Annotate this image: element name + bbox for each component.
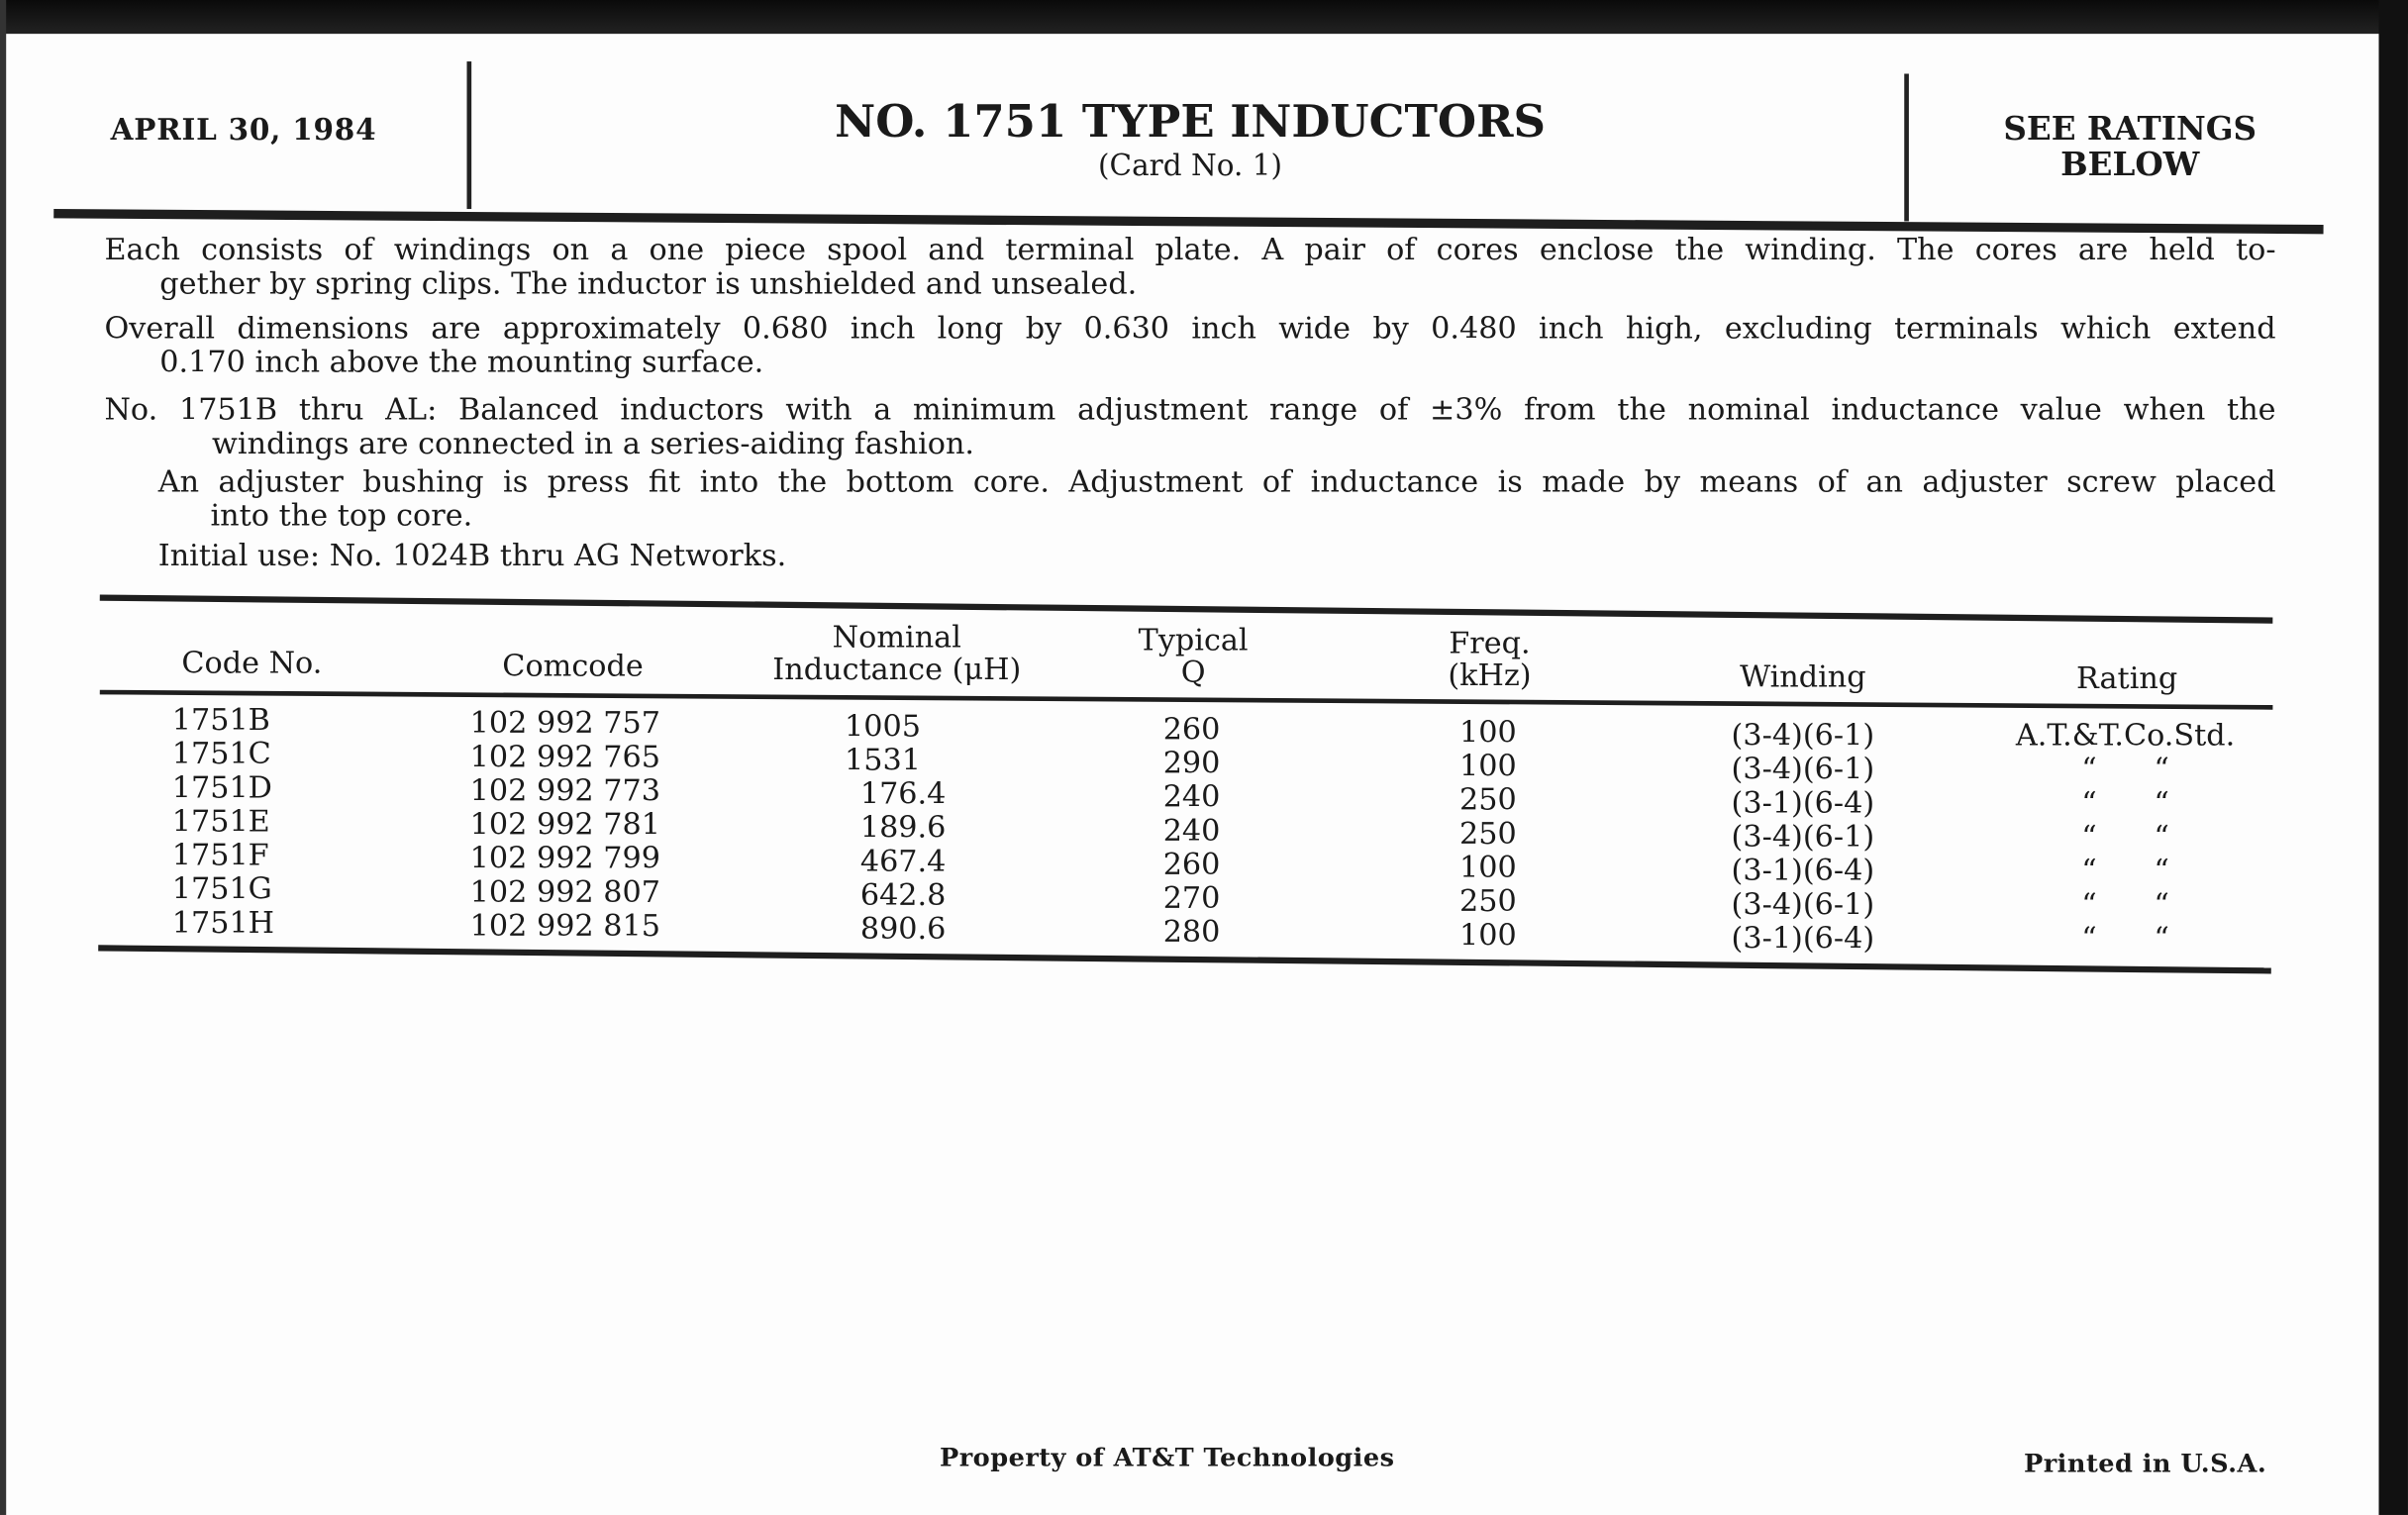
header-divider xyxy=(467,61,472,209)
cell-comcode: 102 992 757 xyxy=(469,705,661,741)
text-line: Initial use: No. 1024B thru AG Networks. xyxy=(157,538,787,573)
text-line: No. 1751B thru AL: Balanced inductors with a minimum adjustment range of ±3% from the nominal inductance value when the xyxy=(104,391,2276,428)
cell-inductance: 467.4 xyxy=(859,843,947,879)
cell-inductance: 176.4 xyxy=(859,775,947,812)
ratings-note-line: BELOW xyxy=(2060,144,2200,183)
cell-code: 1751F xyxy=(171,837,269,873)
cell-winding: (3-1)(6-4) xyxy=(1731,853,1875,888)
cell-inductance: 1005 xyxy=(845,708,922,745)
cell-freq: 100 xyxy=(1459,748,1517,784)
cell-rating: A.T.&T.Co.Std. xyxy=(2015,717,2236,754)
cell-comcode: 102 992 765 xyxy=(469,739,661,775)
cell-comcode: 102 992 773 xyxy=(469,772,661,809)
cell-winding: (3-1)(6-4) xyxy=(1731,920,1875,957)
text-line: Each consists of windings on a one piece spool and terminal plate. A pair of cores enclose the winding. The cores are held to- xyxy=(104,232,2276,267)
cell-inductance: 890.6 xyxy=(859,911,947,947)
description-paragraph xyxy=(104,234,2275,301)
header-divider xyxy=(1904,73,1909,221)
cell-q: 270 xyxy=(1162,880,1221,916)
column-header-winding: Winding xyxy=(1740,658,1866,695)
card-date: APRIL 30, 1984 xyxy=(110,113,377,148)
footer-property: Property of AT&T Technologies xyxy=(940,1443,1395,1472)
cell-q: 240 xyxy=(1162,778,1221,815)
cell-rating: “ “ xyxy=(2081,784,2169,821)
cell-code: 1751B xyxy=(171,702,270,738)
cell-comcode: 102 992 781 xyxy=(469,806,661,843)
cell-inductance: 1531 xyxy=(845,742,922,778)
cell-q: 290 xyxy=(1162,745,1221,781)
column-header-code: Code No. xyxy=(181,645,323,681)
text-line: windings are connected in a series-aiding fashion. xyxy=(212,425,975,461)
cell-code: 1751D xyxy=(171,769,272,806)
cell-winding: (3-4)(6-1) xyxy=(1731,886,1875,923)
cell-winding: (3-4)(6-1) xyxy=(1731,751,1875,787)
description-paragraph xyxy=(158,540,2330,573)
text-line: gether by spring clips. The inductor is unshielded and unsealed. xyxy=(159,265,1138,302)
cell-q: 260 xyxy=(1162,846,1221,882)
cell-comcode: 102 992 815 xyxy=(469,908,661,944)
cell-freq: 250 xyxy=(1459,781,1517,818)
cell-freq: 100 xyxy=(1459,714,1517,751)
cell-q: 260 xyxy=(1162,711,1221,748)
cell-code: 1751H xyxy=(171,904,275,941)
table-top-rule xyxy=(100,595,2273,624)
text-line: into the top core. xyxy=(210,497,473,534)
cell-winding: (3-4)(6-1) xyxy=(1731,717,1875,754)
header-line: Nominal xyxy=(832,619,961,656)
header-line: Freq. xyxy=(1449,625,1531,661)
cell-q: 280 xyxy=(1162,914,1221,950)
scan-border-top xyxy=(0,0,2408,34)
scan-border-left xyxy=(0,0,6,1515)
description-paragraph xyxy=(104,312,2275,379)
cell-inductance: 189.6 xyxy=(859,809,947,846)
cell-rating: “ “ xyxy=(2081,920,2169,957)
scan-border-right xyxy=(2378,0,2407,1515)
cell-rating: “ “ xyxy=(2081,853,2169,888)
text-line: An adjuster bushing is press fit into the bottom core. Adjustment of inductance is made by means of an adjuster screw placed xyxy=(157,463,2276,500)
cell-code: 1751G xyxy=(171,870,272,907)
text-line: Overall dimensions are approximately 0.680 inch long by 0.630 inch wide by 0.480 inch high, excluding terminals which extend xyxy=(104,310,2276,347)
header-line: (kHz) xyxy=(1448,657,1532,693)
text-line: 0.170 inch above the mounting surface. xyxy=(159,344,764,380)
cell-q: 240 xyxy=(1162,812,1221,849)
description-paragraph xyxy=(104,393,2275,460)
cell-inductance: 642.8 xyxy=(859,877,947,913)
ratings-note-line: SEE RATINGS xyxy=(2003,109,2258,148)
cell-winding: (3-1)(6-4) xyxy=(1731,784,1875,821)
ratings-note xyxy=(1951,111,2310,181)
cell-comcode: 102 992 799 xyxy=(469,840,661,876)
description-paragraph xyxy=(158,465,2276,533)
header-rule xyxy=(53,209,2323,234)
cell-freq: 250 xyxy=(1459,815,1517,852)
page-title: NO. 1751 TYPE INDUCTORS xyxy=(835,95,1546,148)
cell-comcode: 102 992 807 xyxy=(469,873,661,910)
cell-code: 1751E xyxy=(171,803,270,840)
cell-code: 1751C xyxy=(171,736,271,771)
header-line: Inductance (μH) xyxy=(772,651,1022,687)
header-line: Typical xyxy=(1138,622,1249,658)
table-header-rule xyxy=(100,690,2273,710)
cell-freq: 100 xyxy=(1459,850,1517,885)
header-line: Q xyxy=(1180,655,1206,690)
cell-freq: 100 xyxy=(1459,917,1517,954)
cell-rating: “ “ xyxy=(2081,751,2169,787)
cell-rating: “ “ xyxy=(2081,819,2169,855)
column-header-comcode: Comcode xyxy=(502,648,644,684)
cell-winding: (3-4)(6-1) xyxy=(1731,819,1875,855)
card-number: (Card No. 1) xyxy=(1098,149,1282,183)
column-header-inductance xyxy=(737,621,1056,685)
cell-freq: 250 xyxy=(1459,883,1517,919)
footer-printed: Printed in U.S.A. xyxy=(2024,1449,2267,1478)
column-header-q xyxy=(1106,624,1281,688)
column-header-rating: Rating xyxy=(2076,660,2178,696)
column-header-freq xyxy=(1413,627,1566,691)
cell-rating: “ “ xyxy=(2081,886,2169,923)
